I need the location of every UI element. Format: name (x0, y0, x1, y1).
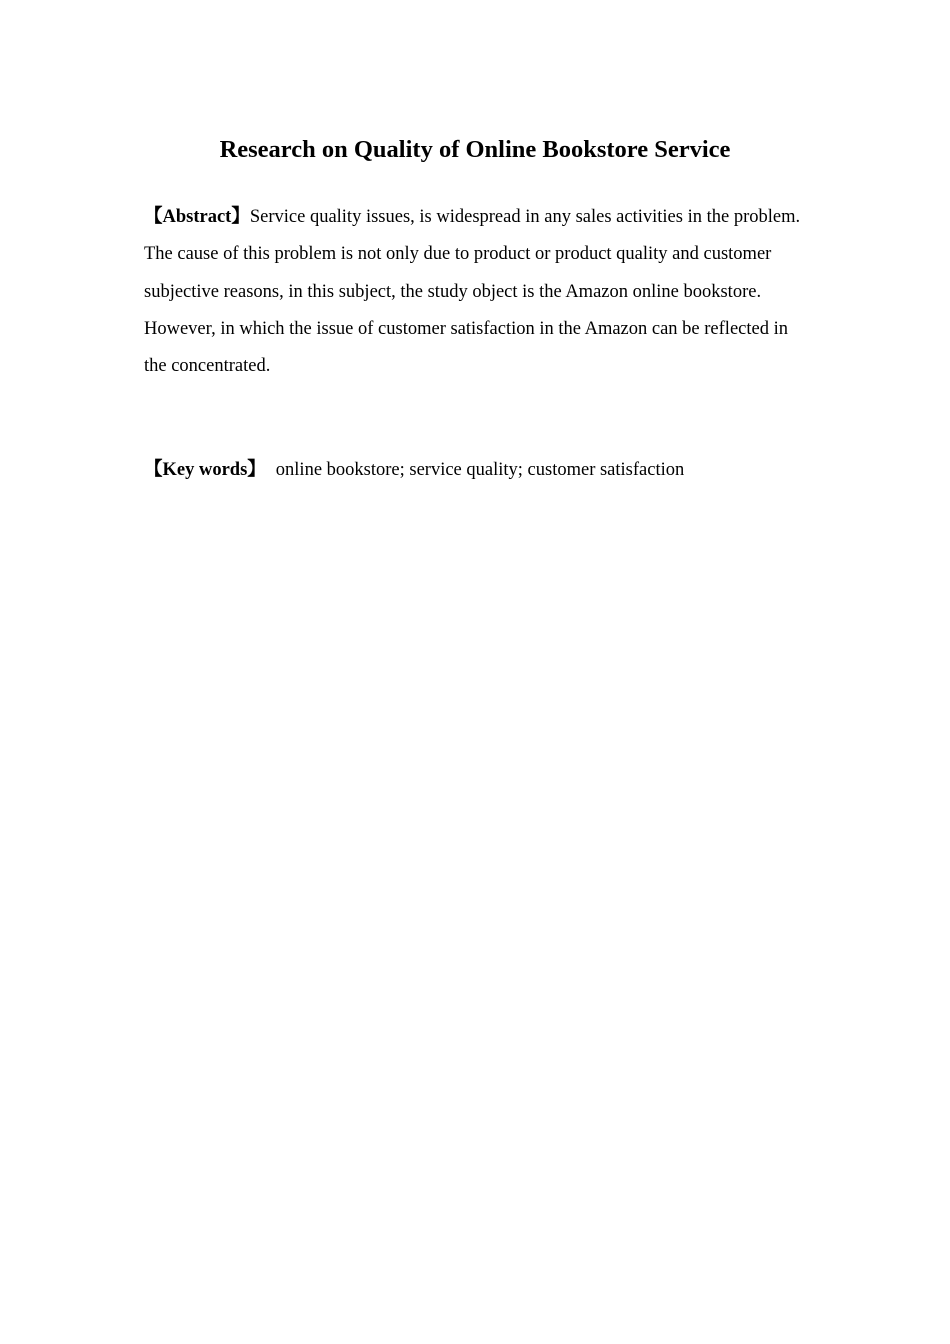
page-title: Research on Quality of Online Bookstore Service (219, 136, 731, 163)
keywords-paragraph (144, 452, 810, 489)
abstract-text: Service quality issues, is widespread in any sales activities in the problem. The cause of this problem is not only due to product or product quality and customer subjective reasons, in this subject, the study object is the Amazon online bookstore. However, in which the issue of customer satisfaction in the Amazon can be reflected in the concentrated. (144, 207, 801, 377)
abstract-paragraph (144, 199, 810, 385)
keywords-label: 【Key words】 (144, 460, 266, 480)
keywords-text: online bookstore; service quality; customer satisfaction (275, 460, 685, 480)
abstract-label: 【Abstract】 (144, 207, 250, 227)
